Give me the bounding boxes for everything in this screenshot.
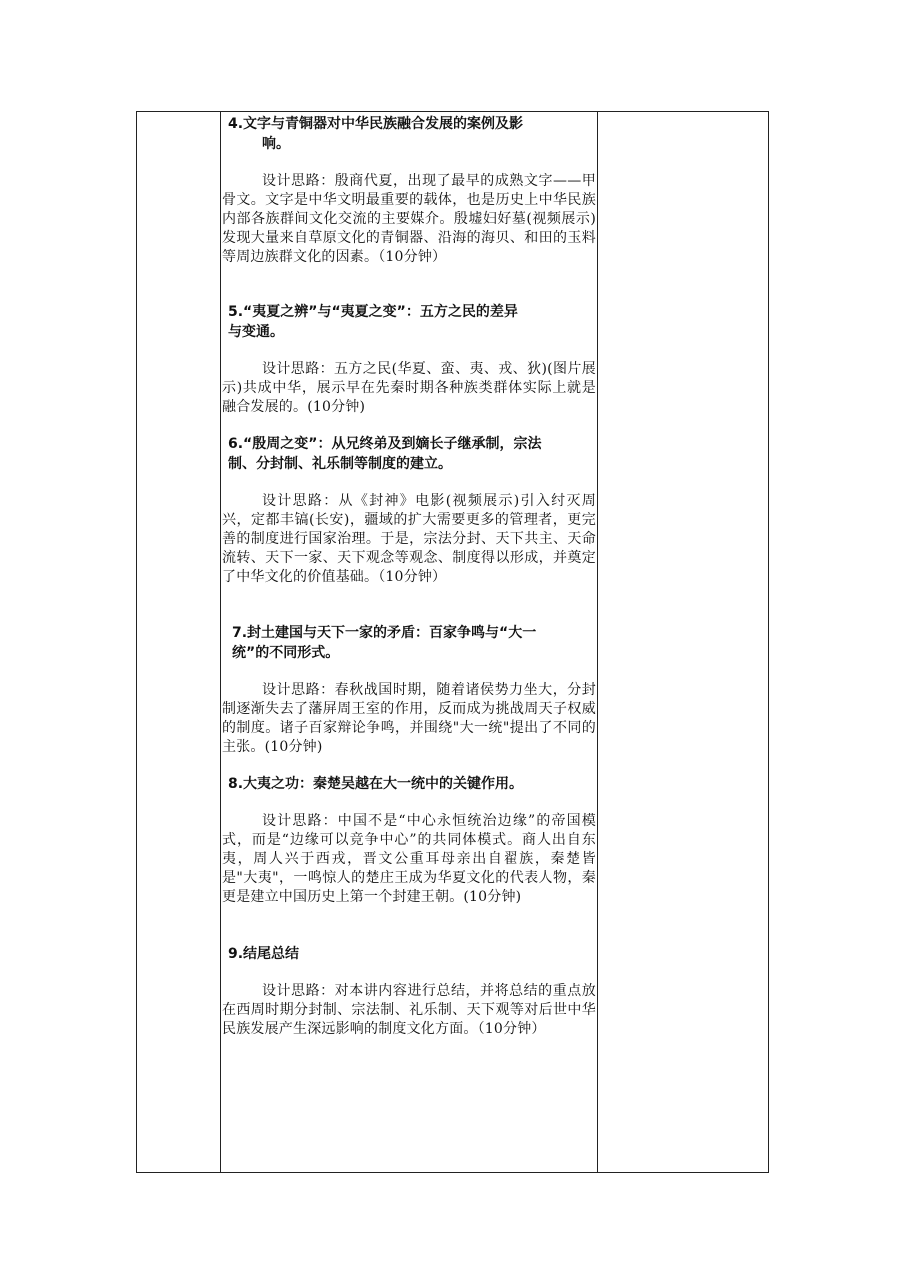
section-paragraph: 设计思路：殷商代夏，出现了最早的成熟文字——甲骨文。文字是中华文明最重要的载体，也是历史上中华民族内部各族群间文化交流的主要媒介。殷墟妇好墓(视频展示)发现大量来自草原文化的青铜器、沿海的海贝、和田的玉料等周边族群文化的因素。（10分钟） — [222, 173, 596, 265]
section-paragraph: 设计思路：对本讲内容进行总结，并将总结的重点放在西周时期分封制、宗法制、礼乐制、天下观等对后世中华民族发展产生深远影响的制度文化方面。（10分钟） — [222, 983, 596, 1037]
section-heading — [228, 774, 596, 794]
column-divider-right — [597, 112, 598, 1172]
section-6 — [222, 434, 596, 587]
section-7 — [222, 623, 596, 757]
heading-line2: 响。 — [262, 136, 290, 152]
heading-line1: 5.“夷夏之辨”与“夷夏之变”：五方之民的差异 — [228, 304, 518, 320]
heading-line1: 9.结尾总结 — [228, 946, 300, 962]
section-9 — [222, 944, 596, 1039]
section-heading — [228, 114, 596, 154]
section-5 — [222, 302, 596, 417]
heading-line2: 与变通。 — [228, 324, 284, 340]
section-4 — [222, 114, 596, 267]
section-heading — [228, 944, 596, 964]
section-heading — [228, 434, 596, 474]
heading-line2: 统”的不同形式。 — [232, 645, 340, 661]
heading-line2: 制、分封制、礼乐制等制度的建立。 — [228, 456, 452, 472]
heading-line1: 7.封土建国与天下一家的矛盾：百家争鸣与“大一 — [232, 625, 537, 641]
section-paragraph: 设计思路：中国不是“中心永恒统治边缘”的帝国模式，而是“边缘可以竞争中心”的共同体模式。商人出自东夷，周人兴于西戎，晋文公重耳母亲出自翟族，秦楚皆是"大夷"，一鸣惊人的楚庄王成为华夏文化的代表人物，秦更是建立中国历史上第一个封建王朝。(10分钟) — [222, 813, 596, 905]
section-8 — [222, 774, 596, 907]
heading-line1: 6.“殷周之变”：从兄终弟及到嫡长子继承制，宗法 — [228, 436, 542, 452]
column-divider-left — [220, 112, 221, 1172]
section-paragraph: 设计思路：春秋战国时期，随着诸侯势力坐大，分封制逐渐失去了藩屏周王室的作用，反而成为挑战周天子权威的制度。诸子百家辩论争鸣，并围绕"大一统"提出了不同的主张。(10分钟) — [222, 682, 596, 755]
heading-line1: 4.文字与青铜器对中华民族融合发展的案例及影 — [228, 116, 524, 132]
section-paragraph: 设计思路：从《封神》电影(视频展示)引入纣灭周兴，定都丰镐(长安)，疆域的扩大需要更多的管理者，更完善的制度进行国家治理。于是，宗法分封、天下共主、天命流转、天下一家、天下观念等观念、制度得以形成，并奠定了中华文化的价值基础。（10分钟） — [222, 493, 596, 585]
heading-line1: 8.大夷之功：秦楚吴越在大一统中的关键作用。 — [228, 776, 524, 792]
section-heading — [232, 623, 596, 663]
section-heading — [228, 302, 596, 342]
section-paragraph: 设计思路：五方之民(华夏、蛮、夷、戎、狄)(图片展示)共成中华，展示早在先秦时期各种族类群体实际上就是融合发展的。(10分钟) — [222, 361, 596, 415]
